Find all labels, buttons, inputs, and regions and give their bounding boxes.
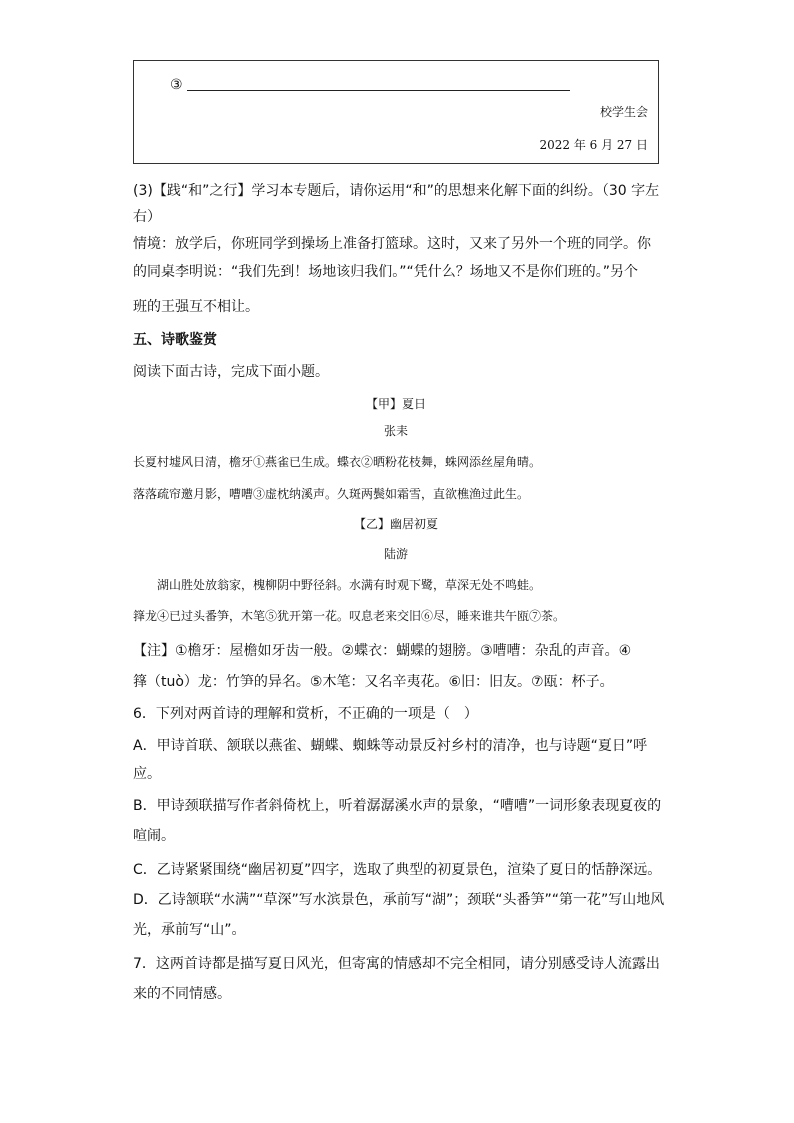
notice-box [133, 60, 659, 164]
poem-a-author: 张耒 [383, 424, 408, 438]
item-marker: ③ [170, 77, 183, 93]
option-d-line1: D．乙诗颔联“水满”“草深”写水滨景色，承前写“湖”；颈联“头番笋”“第一花”写山地风 [133, 892, 665, 908]
question7-line2: 来的不同情感。 [133, 986, 231, 1002]
signature-date: 2022 年 6 月 27 日 [539, 138, 648, 152]
poem-a-line2: 落落疏帘邀月影，嘈嘈③虚枕纳溪声。久斑两鬓如霜雪，直欲樵渔过此生。 [133, 487, 530, 501]
option-b-line1: B．甲诗颈联描写作者斜倚枕上，听着潺潺溪水声的景象，“嘈嘈”一词形象表现夏夜的 [133, 798, 662, 814]
option-a-line2: 应。 [133, 766, 161, 782]
poem-b-author: 陆游 [383, 547, 408, 561]
answer-blank-line[interactable] [187, 90, 570, 91]
notes-line1: 【注】①檐牙：屋檐如牙齿一般。②蝶衣：蝴蝶的翅膀。③嘈嘈：杂乱的声音。④ [133, 643, 632, 659]
option-a-line1: A．甲诗首联、颔联以燕雀、蝴蝶、蜘蛛等动景反衬乡村的清净，也与诗题“夏日”呼 [133, 738, 648, 754]
question6-stem: 6．下列对两首诗的理解和赏析，不正确的一项是（ ） [133, 706, 478, 722]
option-d-line2: 光，承前写“山”。 [133, 922, 246, 938]
scenario-line1: 情境：放学后，你班同学到操场上准备打篮球。这时，又来了另外一个班的同学。你 [133, 236, 651, 252]
signature-organization: 校学生会 [599, 105, 648, 119]
poem-b-title: 【乙】幽居初夏 [353, 517, 438, 531]
notes-line2: 箨（tuò）龙：竹笋的异名。⑤木笔：又名辛夷花。⑥旧：旧友。⑦瓯：杯子。 [133, 674, 614, 690]
question3-line2: 右） [133, 209, 161, 225]
question7-line1: 7．这两首诗都是描写夏日风光，但寄寓的情感却不完全相同，请分别感受诗人流露出 [133, 956, 660, 972]
option-c: C．乙诗紧紧围绕“幽居初夏”四字，选取了典型的初夏景色，渲染了夏日的恬静深远。 [133, 862, 662, 878]
scenario-line3: 班的王强互不相让。 [133, 299, 259, 315]
option-b-line2: 喧闹。 [133, 828, 175, 844]
section5-instruction: 阅读下面古诗，完成下面小题。 [133, 364, 329, 380]
poem-a-line1: 长夏村墟风日清，檐牙①燕雀已生成。蝶衣②晒粉花枝舞，蛛网添丝屋角晴。 [133, 455, 542, 469]
scenario-line2: 的同桌李明说：“我们先到！场地该归我们。”“凭什么？场地又不是你们班的。”另个 [133, 264, 639, 280]
poem-b-line1: 湖山胜处放翁家，槐柳阴中野径斜。水满有时观下鹭，草深无处不鸣蛙。 [157, 578, 542, 592]
section5-heading: 五、诗歌鉴赏 [133, 332, 217, 348]
poem-b-line2: 箨龙④已过头番笋，木笔⑤犹开第一花。叹息老来交旧⑥尽，睡来谁共午瓯⑦茶。 [133, 609, 566, 623]
poem-a-title: 【甲】夏日 [365, 397, 426, 411]
question3-line1: (3)【践“和”之行】学习本专题后，请你运用“和”的思想来化解下面的纠纷。（30 字左 [133, 183, 660, 199]
